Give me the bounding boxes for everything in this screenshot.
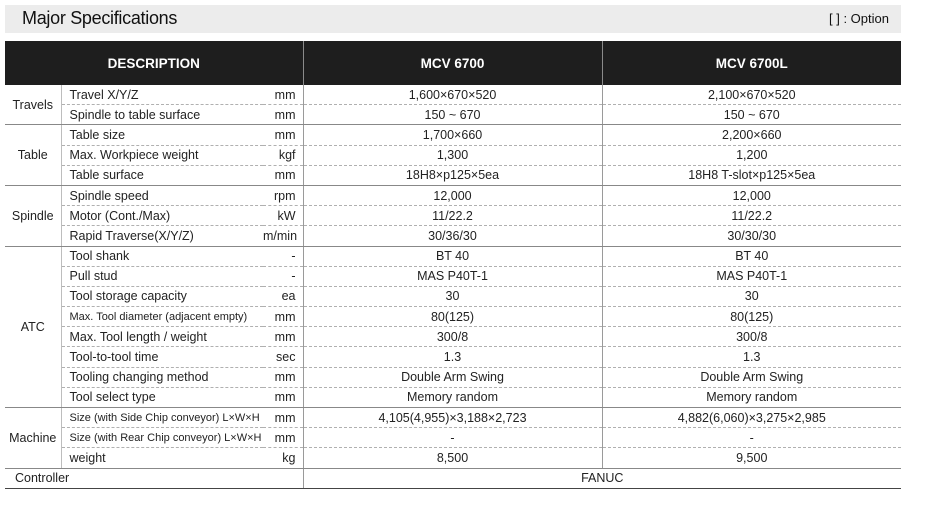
table-row [5,125,901,145]
group-label: Table [5,125,61,186]
spec-item: Tooling changing method [61,367,263,387]
spec-item: Tool-to-tool time [61,347,263,367]
spec-unit: mm [263,85,303,105]
spec-item: Travel X/Y/Z [61,85,263,105]
table-row [5,327,901,347]
value-mcv6700: - [303,428,602,448]
header-description: DESCRIPTION [5,41,303,85]
value-mcv6700: Memory random [303,387,602,407]
header-mcv6700l: MCV 6700L [602,41,901,85]
value-mcv6700l: 150 ~ 670 [602,105,901,125]
table-row [5,185,901,205]
spec-unit: mm [263,367,303,387]
group-label: Machine [5,408,61,469]
controller-row [5,468,901,488]
value-mcv6700l: 2,100×670×520 [602,85,901,105]
spec-item: Motor (Cont./Max) [61,206,263,226]
spec-unit: mm [263,408,303,428]
value-mcv6700: 1,700×660 [303,125,602,145]
value-mcv6700: 1.3 [303,347,602,367]
title-bar [5,5,901,33]
value-mcv6700: 150 ~ 670 [303,105,602,125]
spec-unit: m/min [263,226,303,246]
table-row [5,266,901,286]
spec-unit: rpm [263,185,303,205]
spec-unit: kg [263,448,303,468]
spec-unit: kW [263,206,303,226]
table-row [5,307,901,327]
table-row [5,165,901,185]
spec-item: Table surface [61,165,263,185]
value-mcv6700: 11/22.2 [303,206,602,226]
table-header-row [5,41,901,85]
value-mcv6700: 4,105(4,955)×3,188×2,723 [303,408,602,428]
spec-item: Spindle to table surface [61,105,263,125]
header-mcv6700: MCV 6700 [303,41,602,85]
value-mcv6700l: BT 40 [602,246,901,266]
spec-unit: kgf [263,145,303,165]
value-mcv6700: MAS P40T-1 [303,266,602,286]
spec-unit: mm [263,387,303,407]
value-mcv6700l: Memory random [602,387,901,407]
table-row [5,408,901,428]
spec-unit: - [263,246,303,266]
value-mcv6700l: 30/30/30 [602,226,901,246]
spec-unit: ea [263,286,303,306]
spec-item: Size (with Side Chip conveyor) L×W×H [61,408,263,428]
group-label: Travels [5,85,61,125]
spec-unit: mm [263,428,303,448]
value-mcv6700: BT 40 [303,246,602,266]
table-row [5,347,901,367]
spec-unit: mm [263,105,303,125]
value-mcv6700: 30/36/30 [303,226,602,246]
spec-item: Size (with Rear Chip conveyor) L×W×H [61,428,263,448]
spec-unit: mm [263,125,303,145]
group-label: Spindle [5,185,61,246]
group-label: ATC [5,246,61,408]
value-mcv6700l: 1,200 [602,145,901,165]
value-mcv6700l: Double Arm Swing [602,367,901,387]
table-row [5,85,901,105]
value-mcv6700l: 11/22.2 [602,206,901,226]
value-mcv6700l: 9,500 [602,448,901,468]
value-mcv6700: Double Arm Swing [303,367,602,387]
spec-item: Tool select type [61,387,263,407]
value-mcv6700: 1,300 [303,145,602,165]
spec-item: Table size [61,125,263,145]
value-mcv6700l: 80(125) [602,307,901,327]
table-row [5,448,901,468]
spec-item: Tool storage capacity [61,286,263,306]
table-row [5,206,901,226]
value-mcv6700: 12,000 [303,185,602,205]
spec-item: Max. Workpiece weight [61,145,263,165]
spec-unit: sec [263,347,303,367]
value-mcv6700l: 4,882(6,060)×3,275×2,985 [602,408,901,428]
spec-unit: - [263,266,303,286]
value-mcv6700l: 18H8 T-slot×p125×5ea [602,165,901,185]
spec-item: Pull stud [61,266,263,286]
value-mcv6700: 80(125) [303,307,602,327]
value-mcv6700: 300/8 [303,327,602,347]
spec-unit: mm [263,327,303,347]
table-row [5,246,901,266]
table-row [5,105,901,125]
table-row [5,145,901,165]
value-mcv6700l: 30 [602,286,901,306]
spec-unit: mm [263,165,303,185]
table-row [5,286,901,306]
table-row [5,367,901,387]
value-mcv6700l: 2,200×660 [602,125,901,145]
value-mcv6700: 30 [303,286,602,306]
value-mcv6700: 8,500 [303,448,602,468]
spec-item: Max. Tool length / weight [61,327,263,347]
value-mcv6700l: - [602,428,901,448]
controller-value: FANUC [303,468,901,488]
spec-item: weight [61,448,263,468]
controller-label: Controller [5,468,303,488]
option-legend: [ ] : Option [829,11,889,26]
spec-item: Spindle speed [61,185,263,205]
table-row [5,428,901,448]
value-mcv6700: 1,600×670×520 [303,85,602,105]
spec-item: Rapid Traverse(X/Y/Z) [61,226,263,246]
value-mcv6700l: 300/8 [602,327,901,347]
value-mcv6700l: 1.3 [602,347,901,367]
table-row [5,387,901,407]
value-mcv6700l: 12,000 [602,185,901,205]
value-mcv6700: 18H8×p125×5ea [303,165,602,185]
spec-table [5,41,901,489]
table-row [5,226,901,246]
value-mcv6700l: MAS P40T-1 [602,266,901,286]
page-title: Major Specifications [22,8,178,28]
spec-item: Tool shank [61,246,263,266]
spec-table-body [5,85,901,488]
spec-unit: mm [263,307,303,327]
spec-item: Max. Tool diameter (adjacent empty) [61,307,263,327]
